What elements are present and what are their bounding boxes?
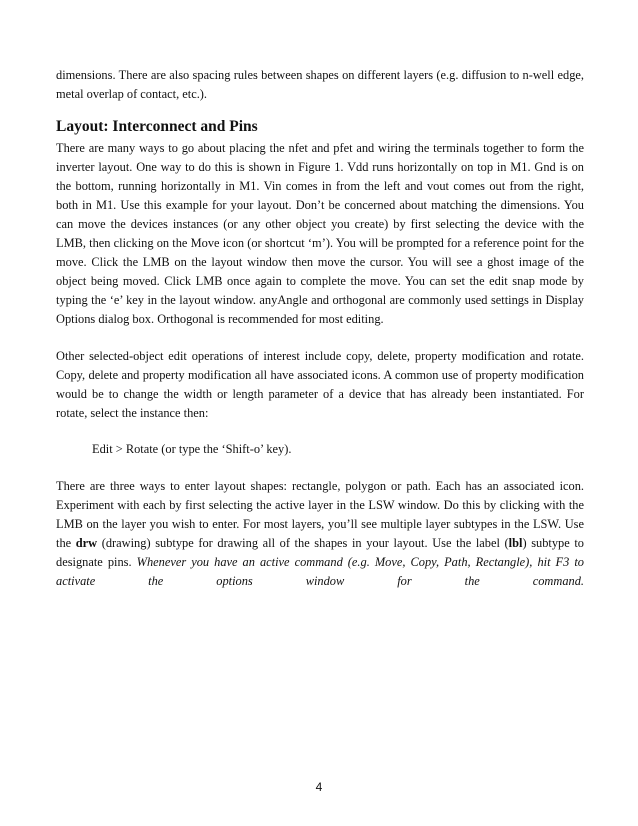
drw-keyword: drw: [75, 536, 98, 550]
shapes-text-part1: There are three ways to enter layout shapes: rectangle, polygon or path. Each has an associated icon. Experiment with each by first selecting the active layer in the LSW window. Do this by clicking with the LMB on the layer you wish to enter. For most layers, you’ll see multiple layer subtypes in the LSW. Use the: [56, 479, 584, 550]
body-paragraph-layout-shapes: [56, 477, 584, 591]
shapes-text-part3: ) subtype to designate pins.: [56, 536, 584, 569]
page-number: 4: [315, 780, 323, 794]
lbl-keyword: lbl: [508, 536, 523, 550]
shapes-text-part2: (drawing) subtype for drawing all of the shapes in your layout. Use the label (: [97, 536, 509, 550]
body-paragraph-edit-operations: Other selected-object edit operations of interest include copy, delete, property modification and rotate. Copy, delete and property modification all have associated icons. A common use of property modification would be to change the width or length parameter of a device that has already been instantiated. For rotate, select the instance then:: [56, 349, 584, 420]
rotate-instruction: Edit > Rotate (or type the ‘Shift-o’ key).: [92, 442, 292, 456]
section-heading: Layout: Interconnect and Pins: [56, 118, 258, 135]
body-paragraph-placement: There are many ways to go about placing the nfet and pfet and wiring the terminals together to form the inverter layout. One way to do this is shown in Figure 1. Vdd runs horizontally on top in M1. Gnd is on the bottom, running horizontally in M1. Vin comes in from the left and vout comes out from the right, both in M1. Use this example for your layout. Don’t be concerned about matching the dimensions. You can move the devices instances (or any other object you create) by first selecting the device with the LMB, then clicking on the Move icon (or shortcut ‘m’). You will be prompted for a reference point for the move. Click the LMB on the layout window then move the cursor. You will see a ghost image of the object being moved. Click LMB once again to complete the move. You can set the edit snap mode by typing the ‘e’ key in the layout window. anyAngle and orthogonal are commonly used settings in Display Options dialog box. Orthogonal is recommended for most editing.: [56, 141, 584, 326]
intro-paragraph: dimensions. There are also spacing rules between shapes on different layers (e.g. diffusion to n-well edge, metal overlap of contact, etc.).: [56, 68, 584, 101]
document-page: [56, 66, 584, 591]
options-window-tip: Whenever you have an active command (e.g. Move, Copy, Path, Rectangle), hit F3 to activate the options window for the command.: [56, 555, 584, 588]
